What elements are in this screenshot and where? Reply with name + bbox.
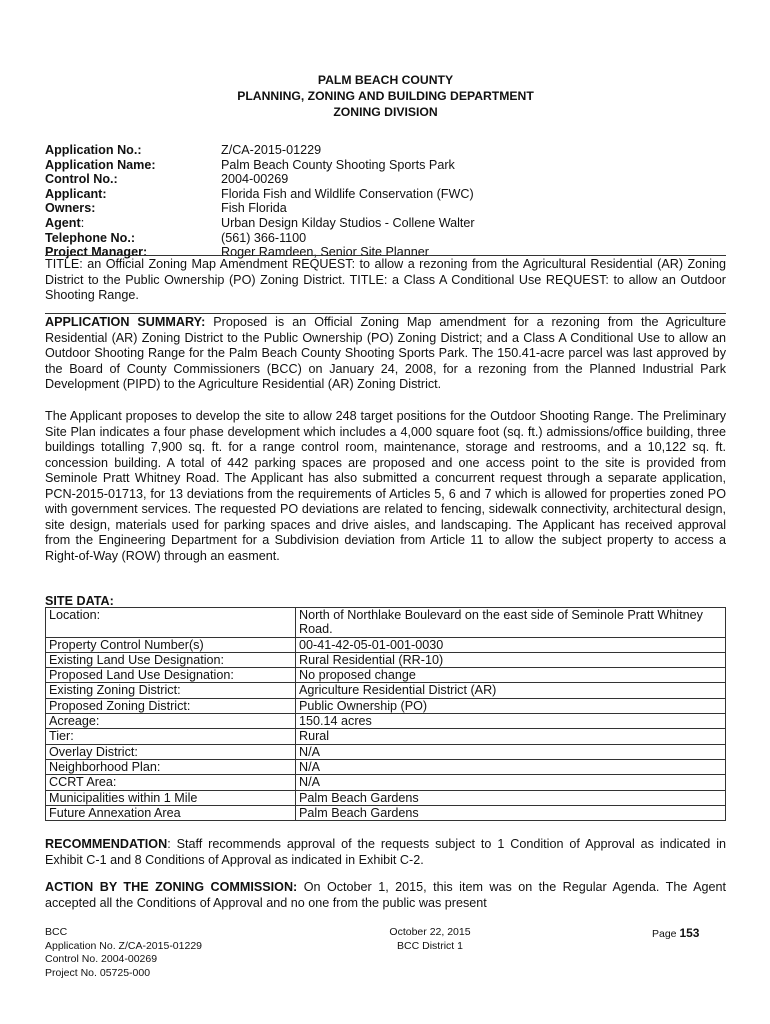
table-row <box>46 759 726 774</box>
info-label: Applicant: <box>45 186 107 201</box>
site-key: Proposed Land Use Designation: <box>46 668 296 683</box>
recommendation-heading: RECOMMENDATION <box>45 837 168 851</box>
table-row <box>46 608 726 638</box>
header-county: PALM BEACH COUNTY <box>317 73 454 87</box>
info-value: Roger Ramdeen, Senior Site Planner <box>221 245 429 260</box>
site-data-table <box>45 607 726 821</box>
site-key: Proposed Zoning District: <box>46 698 296 713</box>
footer-bcc: BCC <box>45 926 68 938</box>
table-row <box>46 775 726 790</box>
info-label: Application No.: <box>45 143 142 157</box>
summary-heading: APPLICATION SUMMARY: <box>45 315 206 329</box>
page-number <box>652 926 699 940</box>
application-summary <box>45 313 726 393</box>
zoning-commission-action <box>45 880 726 911</box>
site-value: No proposed change <box>296 668 726 683</box>
footer-project-no: Project No. 05725-000 <box>45 966 151 979</box>
site-key: Neighborhood Plan: <box>46 759 296 774</box>
table-row <box>46 668 726 683</box>
site-value: Rural Residential (RR-10) <box>296 652 726 667</box>
info-row: Agent: Urban Design Kilday Studios - Collene Walter <box>45 216 726 231</box>
info-value: (561) 366-1100 <box>221 230 307 245</box>
table-row <box>46 790 726 805</box>
table-row <box>46 714 726 729</box>
site-value: Public Ownership (PO) <box>296 698 726 713</box>
footer-control-no: Control No. 2004-00269 <box>45 953 158 965</box>
info-row <box>45 158 726 173</box>
table-row <box>46 729 726 744</box>
action-heading: ACTION BY THE ZONING COMMISSION: <box>45 880 298 894</box>
info-label: Application Name: <box>45 157 156 172</box>
site-key: Location: <box>46 608 296 638</box>
site-key: Municipalities within 1 Mile <box>46 790 296 805</box>
footer-center <box>375 926 485 953</box>
page-label: Page <box>652 928 680 940</box>
table-row <box>46 805 726 820</box>
site-value: Rural <box>296 729 726 744</box>
info-value: Urban Design Kilday Studios - Collene Walter <box>221 215 475 230</box>
table-row <box>46 652 726 667</box>
info-label: Owners: <box>45 201 96 216</box>
info-row <box>45 201 726 216</box>
page-number-value: 153 <box>679 926 700 940</box>
header-division: ZONING DIVISION <box>333 105 438 119</box>
applicant-proposal-paragraph: The Applicant proposes to develop the site to allow 248 target positions for the Outdoor Shooting Range. The Preliminary Site Plan indicates a four phase development which includes a 4,000 square foot (sq. ft.) admissions/office building, three buildings totalling 7,900 sq. ft. for a range control room, maintenance, storage and restrooms, and a 10,122 sq. ft. concession building. A total of 442 parking spaces are proposed and one access point to the site is provided from Seminole Pratt Whitney Road. The Applicant has also submitted a concurrent request through a separate application, PCN-2015-01713, for 13 deviations from the requirements of Articles 5, 6 and 7 which is allowed for properties zoned PO with government services. The requested PO deviations are related to fencing, sidewalk connectivity, architectural design, site design, materials used for parking spaces and drive aisles, and landscaping. The Applicant has received approval from the Engineering Department for a Subdivision deviation from Article 11 to allow the subject property to access a Right-of-Way (ROW) through an easment. <box>45 409 726 563</box>
title-request: TITLE: an Official Zoning Map Amendment REQUEST: to allow a rezoning from the Agricultural Residential (AR) Zoning District to the Public Ownership (PO) Zoning District. TITLE: a Class A Conditional Use REQUEST: to allow an Outdoor Shooting Range. <box>45 257 726 302</box>
site-data-heading: SITE DATA: <box>45 594 114 608</box>
document-header <box>45 72 726 120</box>
info-value: 2004-00269 <box>221 172 289 187</box>
info-row <box>45 231 726 246</box>
footer-left <box>45 926 202 980</box>
info-row <box>45 172 726 187</box>
recommendation <box>45 837 726 868</box>
info-label: Project Manager: <box>45 245 148 260</box>
info-value: Z/CA-2015-01229 <box>221 143 322 157</box>
application-info <box>45 143 726 260</box>
site-key: Property Control Number(s) <box>46 637 296 652</box>
site-key: Existing Zoning District: <box>46 683 296 698</box>
site-value: Palm Beach Gardens <box>296 805 726 820</box>
table-row <box>46 698 726 713</box>
site-value: 150.14 acres <box>296 714 726 729</box>
info-value: Palm Beach County Shooting Sports Park <box>221 157 455 172</box>
site-value: N/A <box>296 775 726 790</box>
site-value: Agriculture Residential District (AR) <box>296 683 726 698</box>
info-label: Agent <box>45 215 81 230</box>
site-value: 00-41-42-05-01-001-0030 <box>296 637 726 652</box>
table-row <box>46 683 726 698</box>
footer-district: BCC District 1 <box>397 939 463 952</box>
info-row <box>45 187 726 202</box>
header-department: PLANNING, ZONING AND BUILDING DEPARTMENT <box>237 89 534 103</box>
table-row <box>46 744 726 759</box>
site-key: Overlay District: <box>46 744 296 759</box>
info-value: Fish Florida <box>221 201 287 216</box>
site-key: Existing Land Use Designation: <box>46 652 296 667</box>
site-key: Acreage: <box>46 714 296 729</box>
site-value: N/A <box>296 744 726 759</box>
action-text: On October 1, 2015, this item was on the Regular Agenda. The Agent accepted all the Conditions of Approval and no one from the public was present <box>45 880 726 910</box>
footer-application-no: Application No. Z/CA-2015-01229 <box>45 939 203 952</box>
recommendation-text: : Staff recommends approval of the requests subject to 1 Condition of Approval as indicated in Exhibit C-1 and 8 Conditions of Approval as indicated in Exhibit C-2. <box>45 837 726 867</box>
info-row <box>45 143 726 158</box>
info-label: Control No.: <box>45 172 118 187</box>
site-value: North of Northlake Boulevard on the east side of Seminole Pratt Whitney Road. <box>296 608 726 638</box>
site-value: Palm Beach Gardens <box>296 790 726 805</box>
site-key: Future Annexation Area <box>46 805 296 820</box>
summary-text: Proposed is an Official Zoning Map amendment for a rezoning from the Agriculture Residential (AR) Zoning District to the Public Ownership (PO) Zoning District; and a Class A Conditional Use to allow an Outdoor Shooting Range for the Palm Beach County Shooting Sports Park. The 150.41-acre parcel was last approved by the Board of County Commissioners (BCC) on January 24, 2008, for a rezoning from the Planned Industrial Park Development (PIPD) to the Agriculture Residential (AR) Zoning District. <box>45 315 726 391</box>
site-key: Tier: <box>46 729 296 744</box>
info-value: Florida Fish and Wildlife Conservation (FWC) <box>221 186 474 201</box>
info-label: Telephone No.: <box>45 230 136 245</box>
site-key: CCRT Area: <box>46 775 296 790</box>
table-row <box>46 637 726 652</box>
site-value: N/A <box>296 759 726 774</box>
footer-date: October 22, 2015 <box>389 926 471 938</box>
